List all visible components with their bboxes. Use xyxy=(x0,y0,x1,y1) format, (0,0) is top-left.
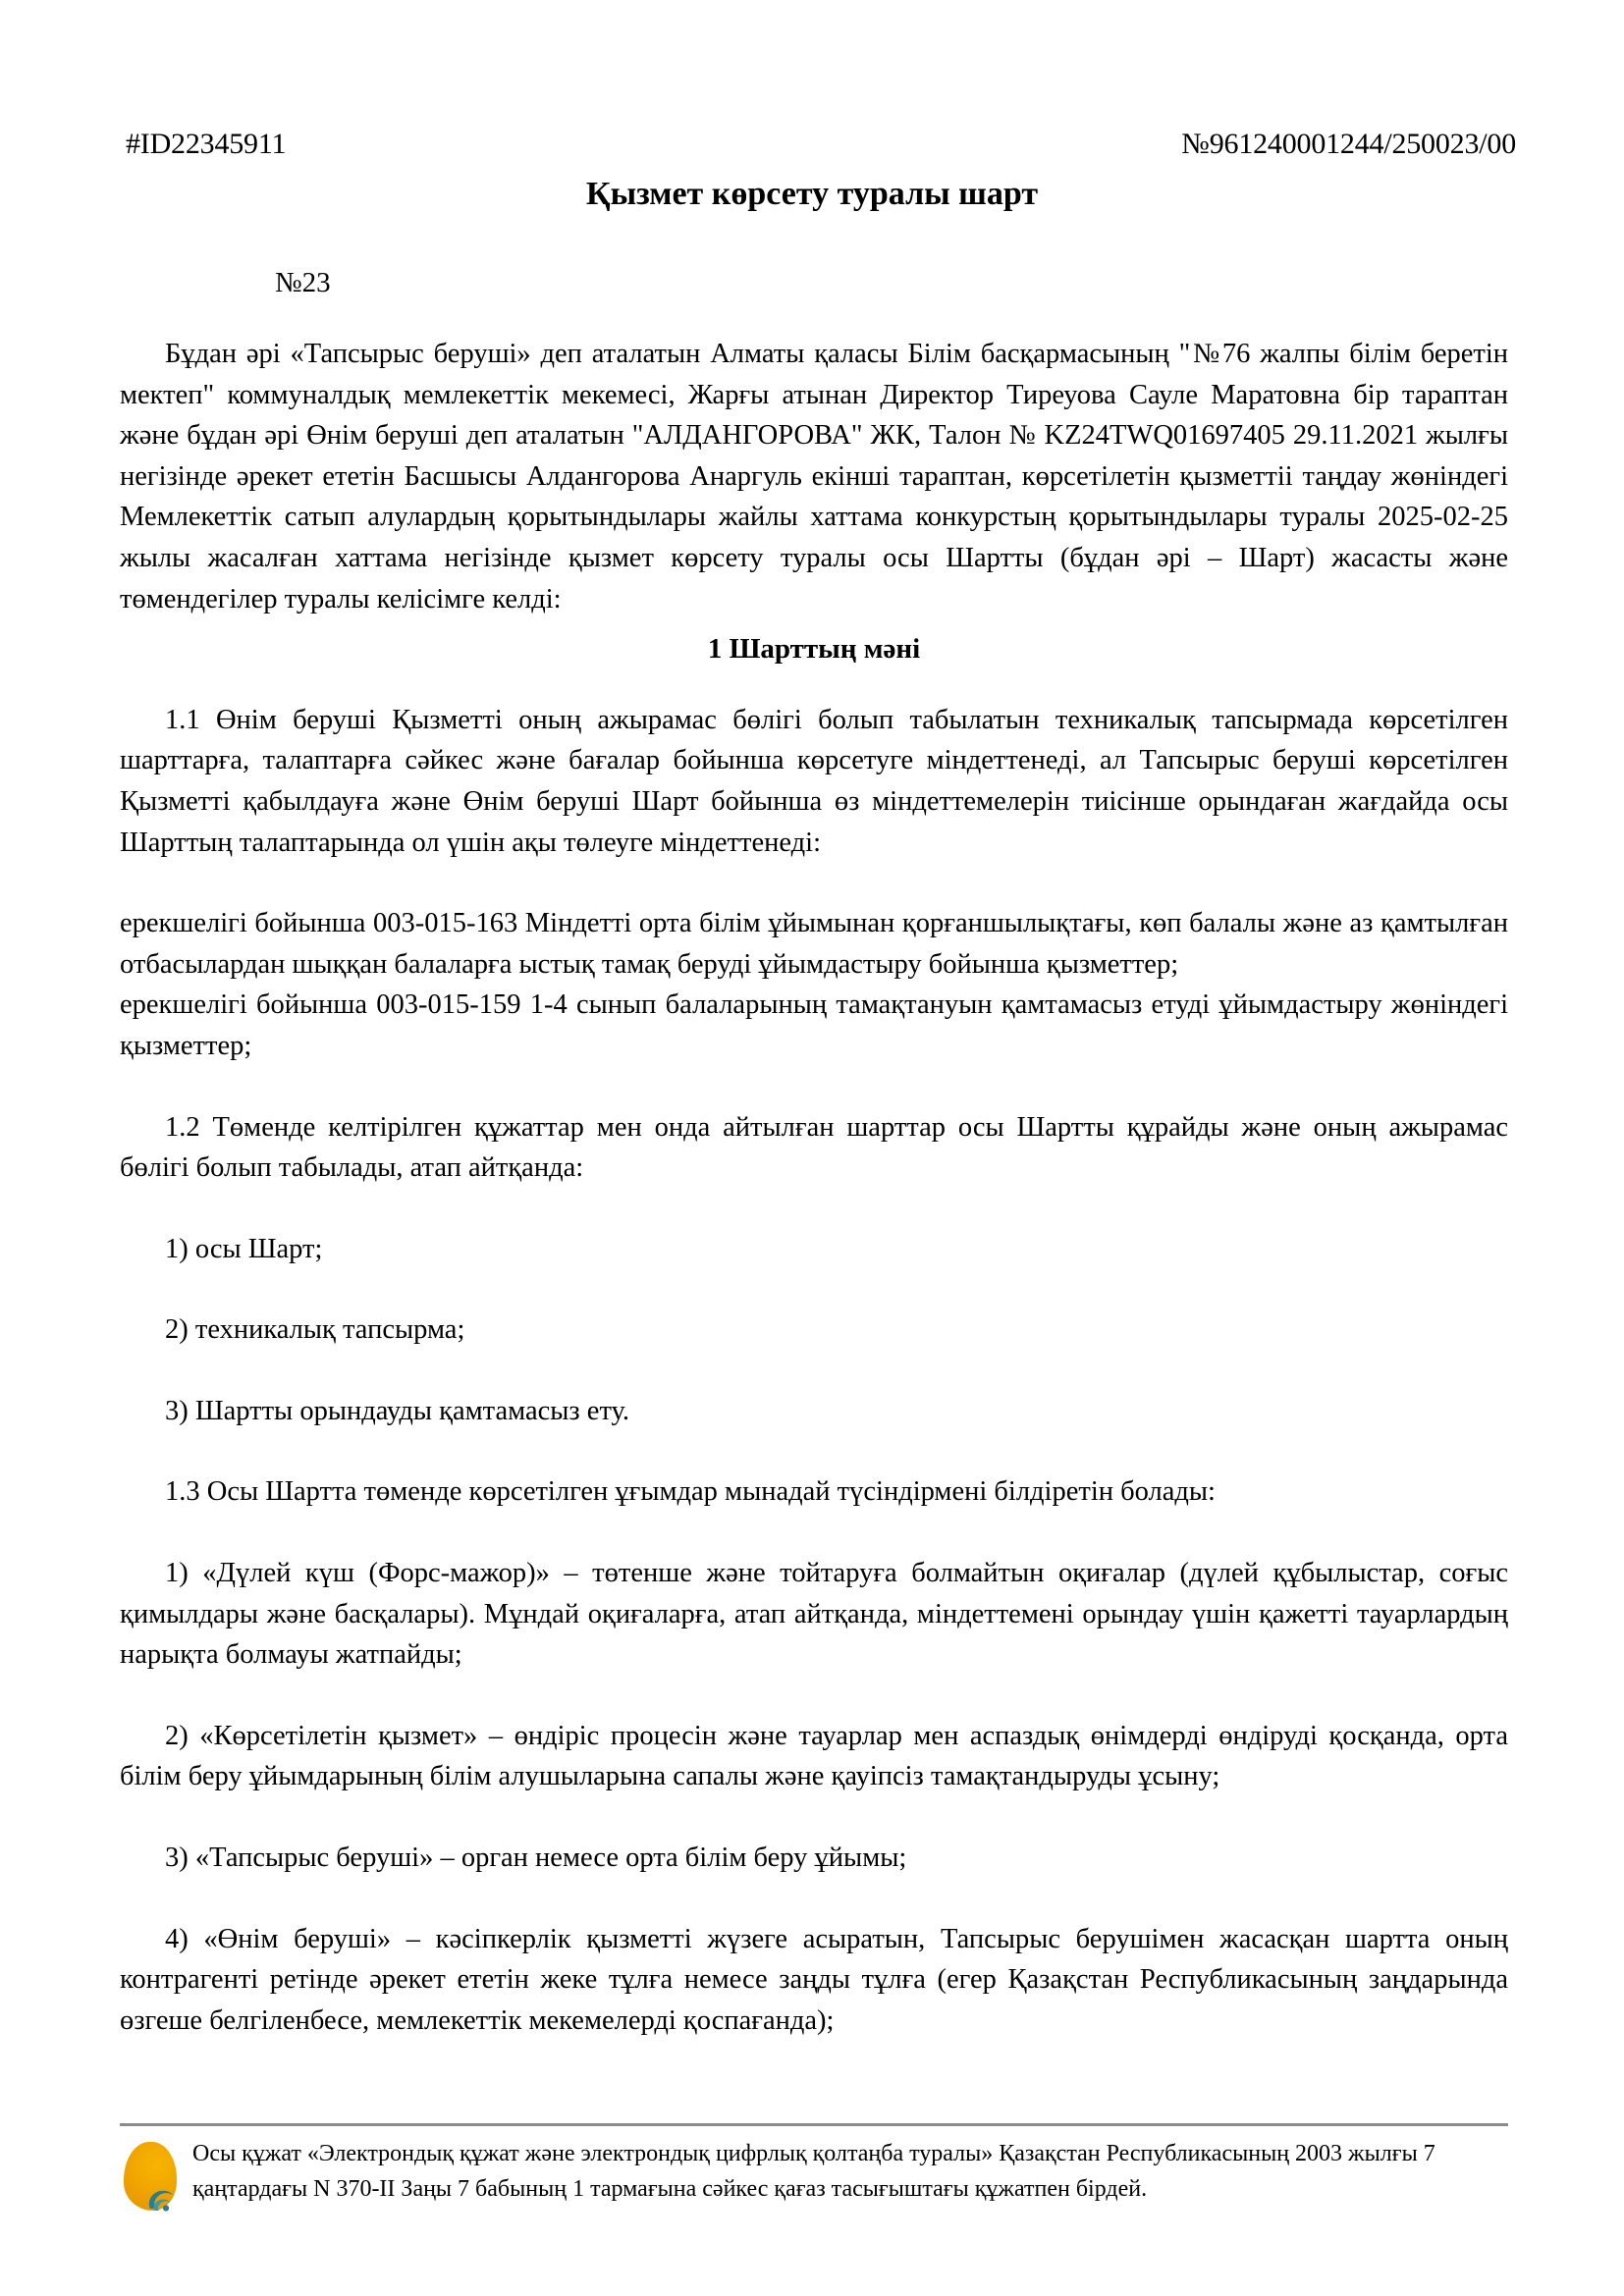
list-item-1: 1) осы Шарт; xyxy=(165,1233,323,1264)
footer-disclaimer-text: Осы құжат «Электрондық құжат және электрондық цифрлық қолтаңба туралы» Қазақстан Республикасының 2003 жылғы 7 қаңтардағы N 370-II Заңы 7 бабының 1 тармағына сәйкес қағаз тасығыштағы құжатпен бірдей. xyxy=(192,2141,1435,2202)
definition-4: 4) «Өнім беруші» – кәсіпкерлік қызметті жүзеге асыратын, Тапсырыс берушімен жасасқан шартта оның контрагенті ретінде әрекет ететін жеке тұлға немесе заңды тұлға (егер Қазақстан Республикасының заңдарында өзгеше белгіленбесе, мемлекеттік мекемелерді қоспағанда); xyxy=(120,1923,1508,2036)
registry-number: №961240001244/250023/00 xyxy=(1181,128,1516,160)
logo-teal-swirl xyxy=(144,2179,176,2213)
definition-2: 2) «Көрсетілетін қызмет» – өндіріс процесін және тауарлар мен аспаздық өнімдерді өндіруді қосқанда, орта білім беру ұйымдарының білім алушыларына сапалы және қауіпсіз тамақтандыруды ұсыну; xyxy=(120,1720,1508,1792)
document-id: #ID22345911 xyxy=(126,128,287,160)
clause-1-1: 1.1 Өнім беруші Қызметті оның ажырамас бөлігі болып табылатын техникалық тапсырмада көрсетілген шарттарға, талаптарға сәйкес және бағалар бойынша көрсетуге міндеттенеді, ал Тапсырыс беруші көрсетілген Қызметті қабылдауға және Өнім беруші Шарт бойынша өз міндеттемелерін тиісінше орындаған жағдайда осы Шарттың талаптарында ол үшін ақы төлеуге міндеттенеді: xyxy=(120,704,1508,858)
footer-disclaimer-block xyxy=(120,2136,1514,2224)
clause-1-2: 1.2 Төменде келтірілген құжаттар мен онда айтылған шарттар осы Шартты құрайды және оның ажырамас бөлігі болып табылады, атап айтқанда: xyxy=(120,1111,1508,1184)
definition-1: 1) «Дүлей күш (Форс-мажор)» – төтенше және тойтаруға болмайтын оқиғалар (дүлей құбылыстар, соғыс қимылдары және басқалары). Мұндай оқиғаларға, атап айтқанда, міндеттемені орындау үшін қажетті тауарлардың нарықта болмауы жатпайды; xyxy=(120,1558,1508,1671)
document-header xyxy=(126,128,1516,160)
footer-divider xyxy=(120,2123,1508,2126)
section-1-heading: 1 Шарттың мәні xyxy=(707,633,921,666)
contract-number: №23 xyxy=(275,267,331,298)
clause-1-3: 1.3 Осы Шартта төменде көрсетілген ұғымдар мынадай түсіндірмені білдіретін болады: xyxy=(165,1476,1216,1508)
list-item-2: 2) техникалық тапсырма; xyxy=(165,1314,465,1346)
list-item-3: 3) Шартты орындауды қамтамасыз ету. xyxy=(165,1395,630,1426)
service-line-2: ерекшелігі бойынша 003-015-159 1-4 сынып балаларының тамақтануын қамтамасыз етуді ұйымдастыру жөніндегі қызметтер; xyxy=(120,989,1508,1061)
preamble-paragraph: Бұдан әрі «Тапсырыс беруші» деп аталатын Алматы қаласы Білім басқармасының "№76 жалпы білім беретін мектеп" коммуналдық мемлекеттік мекемесі, Жарғы атынан Директор Тиреуова Сауле Маратовна бір тараптан және бұдан әрі Өнім беруші деп аталатын "АЛДАНГОРОВА" ЖК, Талон № KZ24TWQ01697405 29.11.2021 жылғы негізінде әрекет ететін Басшысы Алдангорова Анаргуль екінші тараптан, көрсетілетін қызметтіі таңдау жөніндегі Мемлекеттік сатып алулардың қорытындылары жайлы хаттама конкурстың қорытындылары туралы 2025-02-25 жылы жасалған хаттама негізінде қызмет көрсету туралы осы Шартты (бұдан әрі – Шарт) жасасты және төмендегілер туралы келісімге келді: xyxy=(120,339,1508,614)
definition-3: 3) «Тапсырыс беруші» – орган немесе орта білім беру ұйымы; xyxy=(165,1842,907,1874)
service-line-1: ерекшелігі бойынша 003-015-163 Міндетті орта білім ұйымынан қорғаншылықтағы, көп балалы және аз қамтылған отбасылардан шыққан балаларға ыстық тамақ беруді ұйымдастыру бойынша қызметтер; xyxy=(120,908,1508,980)
egov-logo-icon xyxy=(120,2140,181,2224)
page-title: Қызмет көрсету туралы шарт xyxy=(585,176,1039,212)
footer-text xyxy=(192,2136,1514,2207)
document-body xyxy=(120,334,1508,2041)
